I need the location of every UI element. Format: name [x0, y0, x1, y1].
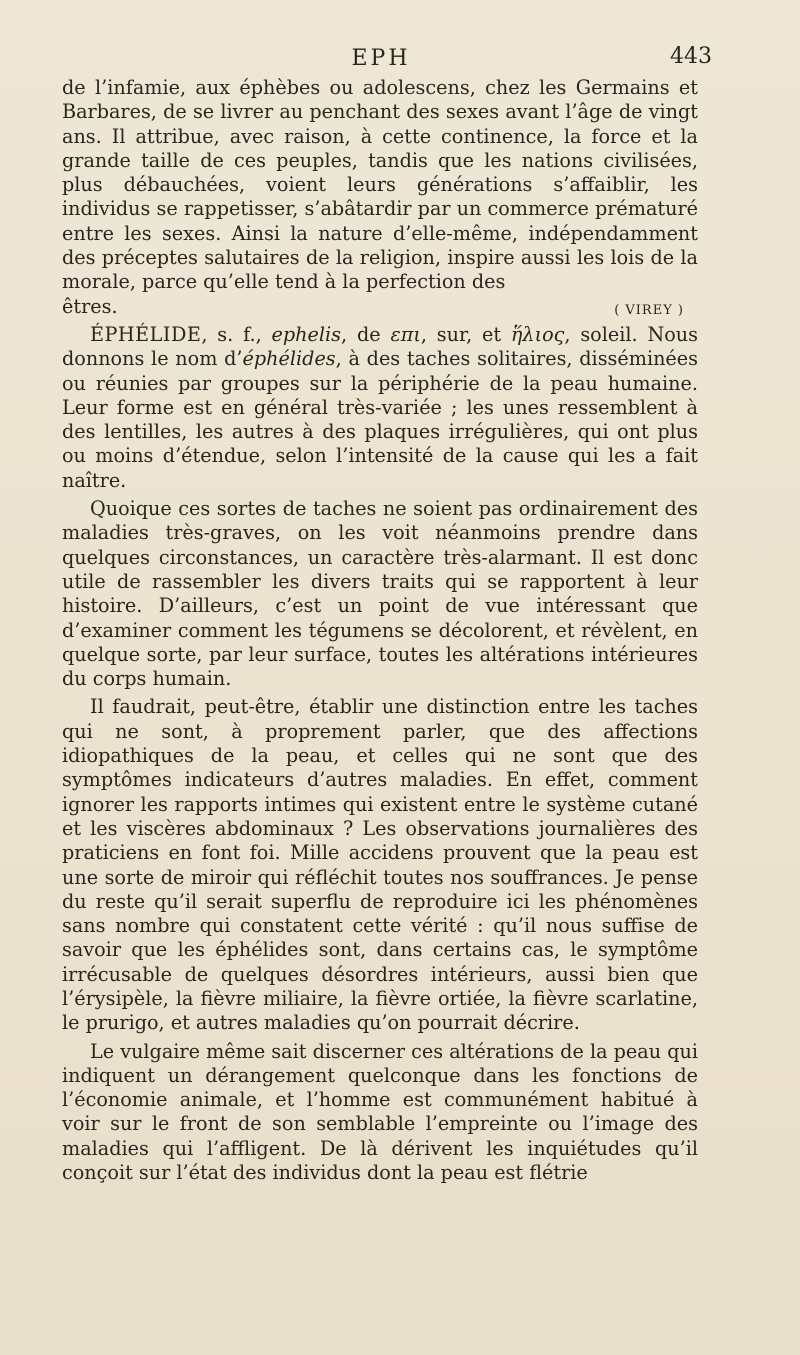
page-number: 443: [670, 44, 712, 69]
entry-definition: , à des taches solitaires, disséminées ou réunies par groupes sur la périphérie de la peau humaine. Leur forme est en général très-variée ; les unes ressemblent à des lentilles, les autres à des plaques irrégulières, qui ont plus ou moins d’étendue, selon l’intensité de la cause qui les a fait naître.: [62, 347, 698, 492]
author-signature: ( VIREY ): [614, 302, 684, 318]
signature-line: [62, 295, 698, 323]
body-text: [62, 76, 698, 1185]
entry-paragraph: [62, 323, 698, 493]
entry-latin: ephelis: [271, 322, 342, 346]
page-header: [62, 44, 712, 74]
entry-term: éphélides: [242, 347, 336, 371]
paragraph: Le vulgaire même sait discerner ces altérations de la peau qui indiquent un dérangement quelconque dans les fonctions de l’économie animale, et l’homme est communément habitué à voir sur le front de son semblable l’empreinte ou l’image des maladies qui l’affligent. De là dérivent les inquiétudes qu’il conçoit sur l’état des individus dont la peau est flétrie: [62, 1039, 698, 1185]
paragraph-last-word: êtres.: [62, 294, 118, 318]
paragraph: Quoique ces sortes de taches ne soient pas ordinairement des maladies très-graves, on les voit néanmoins prendre dans quelques circonstances, un caractère très-alarmant. Il est donc utile de rassembler les divers traits qui se rapportent à leur histoire. D’ailleurs, c’est un point de vue intéressant que d’examiner comment les tégumens se décolorent, et révèlent, en quelque sorte, par leur surface, toutes les altérations intérieures du corps humain.: [62, 497, 698, 691]
entry-etymology-3: , soleil.: [564, 322, 638, 346]
entry-greek-1: επι: [390, 322, 421, 346]
entry-greek-2: ἥλιος: [510, 322, 565, 346]
entry-etymology-2: , sur, et: [420, 322, 511, 346]
entry-etymology-1: , de: [341, 322, 391, 346]
paragraph-continuation: de l’infamie, aux éphèbes ou adolescens, chez les Germains et Barbares, de se livrer au penchant des sexes avant l’âge de vingt ans. Il attribue, avec raison, à cette continence, la force et la grande taille de ces peuples, tandis que les nations civilisées, plus débauchées, voient leurs générations s’affaiblir, les individus se rappetisser, s’abâtardir par un commerce prématuré entre les sexes. Ainsi la nature d’elle-même, indépendamment des préceptes salutaires de la religion, inspire aussi les lois de la morale, parce qu’elle tend à la perfection des: [62, 76, 698, 294]
paragraph: Il faudrait, peut-être, établir une distinction entre les taches qui ne sont, à proprement parler, que des affections idiopathiques de la peau, et celles qui ne sont que des symptômes indicateurs d’autres maladies. En effet, comment ignorer les rapports intimes qui existent entre le système cutané et les viscères abdominaux ? Les observations journalières des praticiens en font foi. Mille accidens prouvent que la peau est une sorte de miroir qui réfléchit toutes nos souffrances. Je pense du reste qu’il serait superflu de reproduire ici les phénomènes sans nombre qui constatent cette vérité : qu’il nous suffise de savoir que les éphélides sont, dans certains cas, le symptôme irrécusable de quelques désordres intérieurs, aussi bien que l’érysipèle, la fièvre miliaire, la fièvre ortiée, la fièvre scarlatine, le prurigo, et autres maladies qu’on pourrait décrire.: [62, 695, 698, 1035]
running-head: EPH: [351, 46, 411, 71]
entry-headword: ÉPHÉLIDE: [90, 322, 202, 346]
entry-definition-start: Nous donnons le nom d’: [62, 322, 698, 371]
entry-part-of-speech: , s. f.,: [201, 322, 272, 346]
